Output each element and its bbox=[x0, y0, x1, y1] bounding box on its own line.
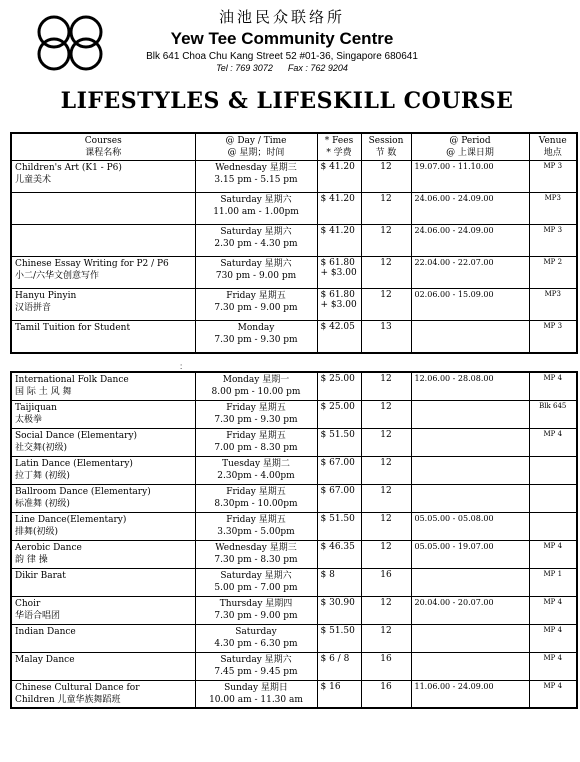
course-cell-line: Indian Dance bbox=[15, 626, 76, 637]
day-time-cell-line: Saturday 星期六 bbox=[220, 195, 292, 205]
course-cell-line: 社交舞(初级) bbox=[15, 442, 68, 453]
day-time-cell-line: 7.30 pm - 9.00 pm bbox=[214, 610, 298, 621]
period-cell: 22.04.00 - 22.07.00 bbox=[411, 257, 529, 289]
day-time-cell bbox=[195, 372, 317, 400]
table-row bbox=[11, 596, 577, 624]
table-row bbox=[11, 652, 577, 680]
table-row bbox=[11, 161, 577, 193]
course-cell-line: 国 际 土 风 舞 bbox=[15, 387, 72, 397]
venue-cell: MP 4 bbox=[529, 540, 577, 568]
fee-cell: $ 41.20 bbox=[317, 193, 361, 225]
session-cell: 12 bbox=[361, 456, 411, 484]
course-cell-line: Ballroom Dance (Elementary) bbox=[15, 486, 151, 497]
session-cell: 16 bbox=[361, 652, 411, 680]
table-row bbox=[11, 680, 577, 708]
course-cell-line: Chinese Essay Writing for P2 / P6 bbox=[15, 259, 169, 269]
fax: Fax : 762 9204 bbox=[287, 63, 348, 73]
day-time-cell-line: Thursday 星期四 bbox=[219, 598, 293, 609]
venue-cell: MP 4 bbox=[529, 680, 577, 708]
period-cell: 20.04.00 - 20.07.00 bbox=[411, 596, 529, 624]
venue-cell bbox=[529, 456, 577, 484]
course-cell-line: Latin Dance (Elementary) bbox=[15, 458, 133, 469]
course-cell-line: Children 儿童华族舞蹈班 bbox=[15, 694, 121, 705]
day-time-cell-line: Saturday 星期六 bbox=[220, 654, 292, 665]
session-cell: 12 bbox=[361, 289, 411, 321]
course-cell bbox=[11, 225, 195, 257]
course-cell-line: Children's Art (K1 - P6) bbox=[15, 163, 122, 173]
centre-english-name: Yew Tee Community Centre bbox=[170, 29, 394, 48]
fee-cell: $ 25.00 bbox=[317, 372, 361, 400]
venue-cell: MP 3 bbox=[529, 161, 577, 193]
table-row bbox=[11, 624, 577, 652]
day-time-cell-line: Saturday 星期六 bbox=[220, 227, 292, 237]
fee-cell: $ 41.20 bbox=[317, 161, 361, 193]
day-time-cell-line: Friday 星期五 bbox=[226, 430, 286, 441]
day-time-cell-line: Friday 星期五 bbox=[226, 291, 286, 301]
fee-cell: $ 51.50 bbox=[317, 512, 361, 540]
venue-cell: MP 3 bbox=[529, 321, 577, 353]
course-cell-line: 拉丁舞 (初级) bbox=[15, 470, 70, 481]
day-time-cell bbox=[195, 568, 317, 596]
course-cell bbox=[11, 596, 195, 624]
venue-cell: MP 2 bbox=[529, 257, 577, 289]
course-cell bbox=[11, 321, 195, 353]
fee-cell: $ 61.80 + $3.00 bbox=[317, 257, 361, 289]
table-row bbox=[11, 540, 577, 568]
col-period-header: @ Period @ 上课日期 bbox=[411, 133, 529, 161]
day-time-cell bbox=[195, 680, 317, 708]
table-row bbox=[11, 568, 577, 596]
day-time-cell bbox=[195, 484, 317, 512]
fee-cell: $ 30.90 bbox=[317, 596, 361, 624]
course-cell bbox=[11, 540, 195, 568]
venue-cell: MP 4 bbox=[529, 624, 577, 652]
day-time-cell bbox=[195, 512, 317, 540]
session-cell: 12 bbox=[361, 484, 411, 512]
period-cell bbox=[411, 624, 529, 652]
course-cell bbox=[11, 289, 195, 321]
day-time-cell-line: 5.00 pm - 7.00 pm bbox=[214, 582, 298, 593]
day-time-cell-line: Tuesday 星期二 bbox=[222, 458, 290, 469]
venue-cell: MP 4 bbox=[529, 428, 577, 456]
course-cell bbox=[11, 428, 195, 456]
venue-cell: MP 4 bbox=[529, 372, 577, 400]
table-row bbox=[11, 484, 577, 512]
course-cell-line: International Folk Dance bbox=[15, 375, 129, 385]
day-time-cell-line: Friday 星期五 bbox=[226, 402, 286, 413]
day-time-cell-line: 7.30 pm - 9.30 pm bbox=[214, 335, 298, 345]
course-cell-line: 儿童美术 bbox=[15, 175, 52, 185]
course-cell bbox=[11, 484, 195, 512]
day-time-cell-line: 7.30 pm - 9.00 pm bbox=[214, 303, 298, 313]
period-cell bbox=[411, 652, 529, 680]
period-cell: 24.06.00 - 24.09.00 bbox=[411, 193, 529, 225]
day-time-cell-line: 8.30pm - 10.00pm bbox=[214, 498, 298, 509]
course-cell-line: 韵 律 操 bbox=[15, 554, 48, 565]
day-time-cell-line: 11.00 am - 1.00pm bbox=[213, 207, 299, 217]
venue-cell: MP 4 bbox=[529, 652, 577, 680]
course-cell-line: 小二/六华文创意写作 bbox=[15, 271, 100, 281]
fee-cell: $ 42.05 bbox=[317, 321, 361, 353]
session-cell: 12 bbox=[361, 257, 411, 289]
page-title: LIFESTYLES & LIFESKILL COURSE bbox=[60, 88, 514, 114]
course-cell-line: 汉语拼音 bbox=[15, 303, 52, 313]
course-cell-line: Malay Dance bbox=[15, 654, 75, 665]
course-cell bbox=[11, 372, 195, 400]
course-cell-line: Dikir Barat bbox=[15, 570, 66, 581]
day-time-cell bbox=[195, 624, 317, 652]
session-cell: 12 bbox=[361, 225, 411, 257]
day-time-cell-line: 3.30pm - 5.00pm bbox=[217, 526, 295, 537]
day-time-cell-line: 7.00 pm - 8.30 pm bbox=[214, 442, 298, 453]
session-cell: 16 bbox=[361, 680, 411, 708]
course-cell bbox=[11, 680, 195, 708]
day-time-cell bbox=[195, 257, 317, 289]
period-cell bbox=[411, 321, 529, 353]
course-cell-line: Chinese Cultural Dance for bbox=[15, 682, 140, 693]
venue-cell: MP3 bbox=[529, 193, 577, 225]
fee-cell: $ 46.35 bbox=[317, 540, 361, 568]
session-cell: 12 bbox=[361, 512, 411, 540]
session-cell: 12 bbox=[361, 624, 411, 652]
course-cell bbox=[11, 161, 195, 193]
day-time-cell-line: Wednesday 星期三 bbox=[215, 542, 297, 553]
table-row bbox=[11, 400, 577, 428]
course-cell-line: Taijiquan bbox=[15, 402, 57, 413]
venue-cell: MP3 bbox=[529, 289, 577, 321]
day-time-cell bbox=[195, 652, 317, 680]
period-cell bbox=[411, 456, 529, 484]
course-cell bbox=[11, 193, 195, 225]
course-table-2-body bbox=[11, 372, 577, 708]
day-time-cell-line: 10.00 am - 11.30 am bbox=[209, 694, 303, 705]
col-venue-header: Venue 地点 bbox=[529, 133, 577, 161]
period-cell bbox=[411, 428, 529, 456]
fee-cell: $ 6 / 8 bbox=[317, 652, 361, 680]
session-cell: 12 bbox=[361, 161, 411, 193]
venue-cell bbox=[529, 484, 577, 512]
telephone: Tel : 769 3072 bbox=[216, 63, 273, 73]
header bbox=[0, 0, 580, 86]
period-cell: 05.05.00 - 19.07.00 bbox=[411, 540, 529, 568]
centre-chinese-name: 油池民众联络所 bbox=[218, 8, 345, 26]
day-time-cell bbox=[195, 596, 317, 624]
session-cell: 12 bbox=[361, 428, 411, 456]
venue-cell: MP 1 bbox=[529, 568, 577, 596]
day-time-cell bbox=[195, 289, 317, 321]
table-row bbox=[11, 321, 577, 353]
day-time-cell-line: 7.30 pm - 8.30 pm bbox=[214, 554, 298, 565]
fee-cell: $ 8 bbox=[317, 568, 361, 596]
course-cell-line: Aerobic Dance bbox=[15, 542, 82, 553]
course-cell-line: Choir bbox=[15, 598, 41, 609]
period-cell: 19.07.00 - 11.10.00 bbox=[411, 161, 529, 193]
session-cell: 12 bbox=[361, 540, 411, 568]
day-time-cell bbox=[195, 225, 317, 257]
table-header-row bbox=[11, 133, 577, 161]
day-time-cell-line: Saturday 星期六 bbox=[220, 570, 292, 581]
col-course-header: Courses 课程名称 bbox=[11, 133, 195, 161]
course-cell bbox=[11, 257, 195, 289]
fee-cell: $ 61.80 + $3.00 bbox=[317, 289, 361, 321]
separator-mark: : bbox=[180, 362, 183, 371]
fee-cell: $ 41.20 bbox=[317, 225, 361, 257]
period-cell bbox=[411, 568, 529, 596]
col-day-header: @ Day / Time @ 星期；时间 bbox=[195, 133, 317, 161]
day-time-cell-line: Saturday bbox=[235, 626, 277, 637]
period-cell bbox=[411, 400, 529, 428]
venue-cell: Blk 645 bbox=[529, 400, 577, 428]
day-time-cell bbox=[195, 540, 317, 568]
day-time-cell-line: Friday 星期五 bbox=[226, 514, 286, 525]
course-table-1-body bbox=[11, 161, 577, 353]
session-cell: 12 bbox=[361, 193, 411, 225]
period-cell: 12.06.00 - 28.08.00 bbox=[411, 372, 529, 400]
col-session-header: Session 节 数 bbox=[361, 133, 411, 161]
period-cell: 02.06.00 - 15.09.00 bbox=[411, 289, 529, 321]
table-row bbox=[11, 193, 577, 225]
day-time-cell-line: Friday 星期五 bbox=[226, 486, 286, 497]
day-time-cell bbox=[195, 428, 317, 456]
day-time-cell-line: 7.30 pm - 9.30 pm bbox=[214, 414, 298, 425]
day-time-cell bbox=[195, 193, 317, 225]
course-cell bbox=[11, 652, 195, 680]
course-cell bbox=[11, 568, 195, 596]
session-cell: 16 bbox=[361, 568, 411, 596]
course-cell-line: 标准舞 (初级) bbox=[15, 498, 70, 509]
period-cell: 05.05.00 - 05.08.00 bbox=[411, 512, 529, 540]
day-time-cell-line: 3.15 pm - 5.15 pm bbox=[214, 175, 298, 185]
session-cell: 12 bbox=[361, 596, 411, 624]
fee-cell: $ 16 bbox=[317, 680, 361, 708]
table-row bbox=[11, 225, 577, 257]
venue-cell: MP 4 bbox=[529, 596, 577, 624]
col-fee-header: * Fees * 学费 bbox=[317, 133, 361, 161]
period-cell bbox=[411, 484, 529, 512]
community-centre-logo-icon bbox=[32, 12, 108, 74]
day-time-cell bbox=[195, 321, 317, 353]
day-time-cell-line: 8.00 pm - 10.00 pm bbox=[211, 387, 301, 397]
table-row bbox=[11, 289, 577, 321]
day-time-cell-line: Sunday 星期日 bbox=[224, 682, 288, 693]
course-cell bbox=[11, 624, 195, 652]
day-time-cell bbox=[195, 161, 317, 193]
course-cell-line: 太极拳 bbox=[15, 414, 43, 425]
day-time-cell-line: Wednesday 星期三 bbox=[215, 163, 297, 173]
course-cell-line: Line Dance(Elementary) bbox=[15, 514, 127, 525]
fee-cell: $ 25.00 bbox=[317, 400, 361, 428]
table-row bbox=[11, 456, 577, 484]
course-cell-line: Tamil Tuition for Student bbox=[15, 323, 131, 333]
table-row bbox=[11, 257, 577, 289]
period-cell: 24.06.00 - 24.09.00 bbox=[411, 225, 529, 257]
day-time-cell bbox=[195, 456, 317, 484]
centre-address: Blk 641 Choa Chu Kang Street 52 #01-36, Singapore 680641 bbox=[146, 51, 418, 62]
table-row bbox=[11, 428, 577, 456]
course-cell bbox=[11, 456, 195, 484]
session-cell: 12 bbox=[361, 400, 411, 428]
session-cell: 12 bbox=[361, 372, 411, 400]
day-time-cell-line: 2.30pm - 4.00pm bbox=[217, 470, 295, 481]
session-cell: 13 bbox=[361, 321, 411, 353]
course-cell-line: 华语合唱团 bbox=[15, 610, 61, 621]
course-cell-line: Social Dance (Elementary) bbox=[15, 430, 138, 441]
day-time-cell-line: 4.30 pm - 6.30 pm bbox=[214, 638, 298, 649]
day-time-cell-line: 2.30 pm - 4.30 pm bbox=[214, 239, 298, 249]
fee-cell: $ 67.00 bbox=[317, 484, 361, 512]
day-time-cell-line: Monday 星期一 bbox=[222, 375, 290, 385]
fee-cell: $ 67.00 bbox=[317, 456, 361, 484]
course-cell-line: Hanyu Pinyin bbox=[15, 291, 77, 301]
day-time-cell-line: 730 pm - 9.00 pm bbox=[215, 271, 297, 281]
venue-cell bbox=[529, 512, 577, 540]
course-cell bbox=[11, 512, 195, 540]
day-time-cell-line: 7.45 pm - 9.45 pm bbox=[214, 666, 298, 677]
course-table-1 bbox=[10, 132, 578, 354]
venue-cell: MP 3 bbox=[529, 225, 577, 257]
table-row bbox=[11, 512, 577, 540]
day-time-cell-line: Saturday 星期六 bbox=[220, 259, 292, 269]
fee-cell: $ 51.50 bbox=[317, 428, 361, 456]
course-cell-line: 排舞(初级) bbox=[15, 526, 59, 537]
period-cell: 11.06.00 - 24.09.00 bbox=[411, 680, 529, 708]
day-time-cell bbox=[195, 400, 317, 428]
fee-cell: $ 51.50 bbox=[317, 624, 361, 652]
course-table-2 bbox=[10, 371, 578, 709]
table-row bbox=[11, 372, 577, 400]
day-time-cell-line: Monday bbox=[237, 323, 275, 333]
course-cell bbox=[11, 400, 195, 428]
